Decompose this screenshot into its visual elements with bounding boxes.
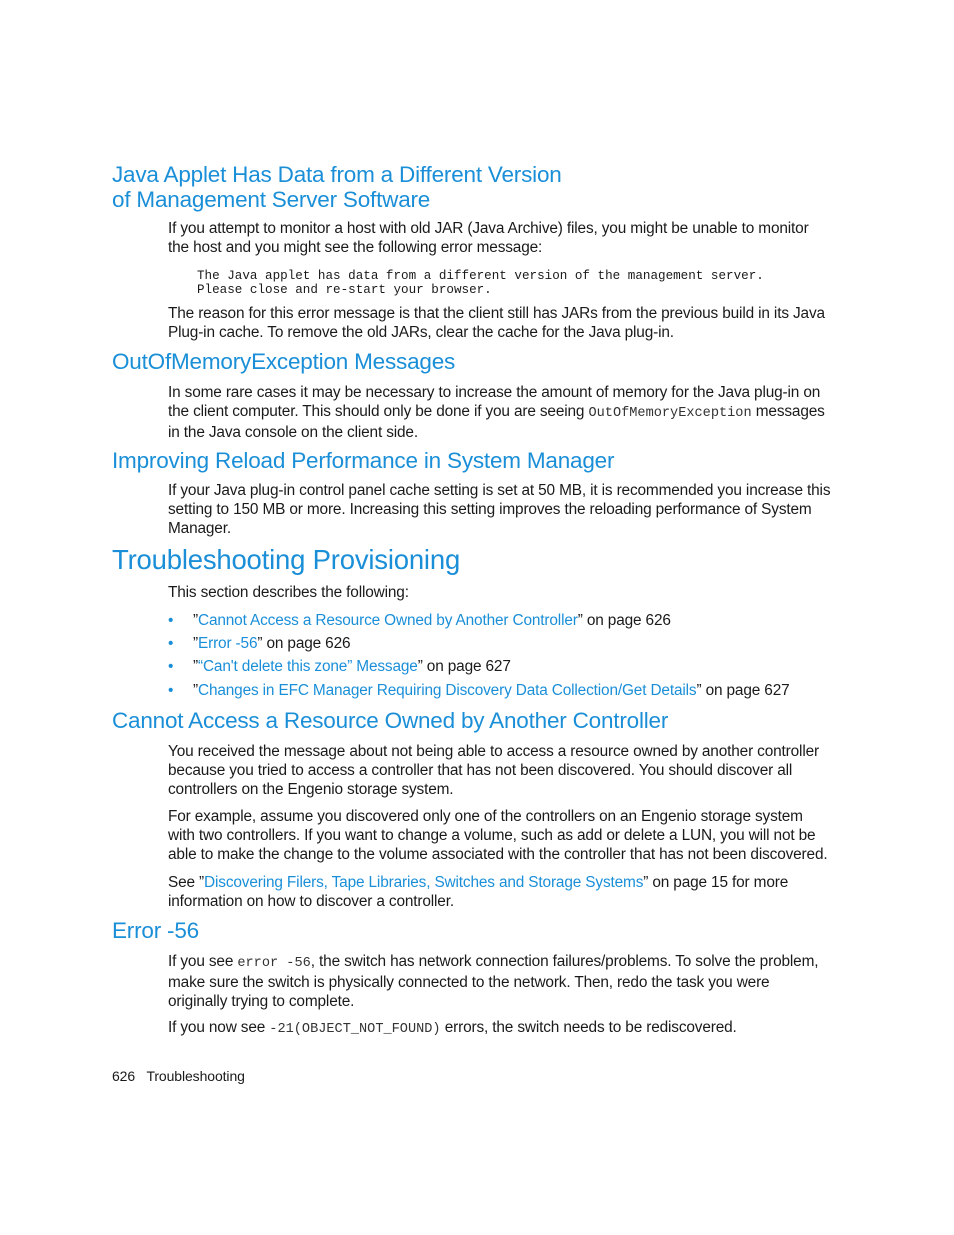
heading-cannot-access: Cannot Access a Resource Owned by Another Controller [112, 708, 669, 733]
outofmemory-paragraph [168, 383, 832, 442]
cannot-access-paragraph-2: For example, assume you discovered only one of the controllers on an Engenio storage system with two controllers. If you want to change a volume, such as add or delete a LUN, you will not be able to make the change to the volume associated with the controller that has not been discovered. [168, 808, 828, 863]
heading-reload-performance: Improving Reload Performance in System Manager [112, 448, 615, 473]
bullet-icon: • [168, 682, 174, 699]
link-changes-efc-manager[interactable]: Changes in EFC Manager Requiring Discovery Data Collection/Get Details [197, 682, 697, 699]
heading-error-56: Error -56 [112, 918, 199, 943]
error-56-text-before: If you see [168, 953, 238, 970]
list-item-prefix: ” [193, 658, 198, 675]
heading-outofmemory: OutOfMemoryException Messages [112, 349, 456, 374]
footer-section-name: Troubleshooting [146, 1068, 245, 1084]
list-item-suffix: ” on page 627 [417, 658, 511, 675]
outofmemory-text-before: In some rare cases it may be necessary to increase the amount of memory for the Java plug-in on the client computer. This should only be done if you are seeing [168, 384, 821, 420]
link-discovering-filers[interactable]: Discovering Filers, Tape Libraries, Switches and Storage Systems [204, 874, 644, 891]
bullet-icon: • [168, 635, 174, 652]
see-text-after: ” on page 15 for more information on how to discover a controller. [168, 874, 789, 910]
outofmemory-text-after: messages in the Java console on the client side. [168, 403, 825, 441]
list-item-prefix: ” [193, 612, 198, 629]
cannot-access-paragraph-3 [168, 873, 832, 911]
error-21-code: -21(OBJECT_NOT_FOUND) [269, 1022, 441, 1037]
see-text-before: See ” [168, 874, 205, 891]
heading-java-applet [112, 162, 562, 212]
error-21-text-before: If you now see [168, 1019, 270, 1036]
cannot-access-paragraph-1: You received the message about not being able to access a resource owned by another controller because you tried to access a controller that has not been discovered. You should discover all controllers on the Engenio storage system. [168, 743, 819, 798]
error-56-paragraph-2 [168, 1018, 832, 1039]
java-applet-paragraph-2: The reason for this error message is that the client still has JARs from the previous build in its Java Plug-in cache. To remove the old JARs, clear the cache for the Java plug-in. [168, 305, 825, 341]
heading-java-applet-line1: Java Applet Has Data from a Different Version [112, 162, 562, 187]
link-cannot-access[interactable]: Cannot Access a Resource Owned by Another Controller [197, 612, 578, 629]
provisioning-intro: This section describes the following: [168, 584, 409, 601]
heading-java-applet-line2: of Management Server Software [112, 187, 431, 212]
code-line-2: Please close and re-start your browser. [197, 283, 492, 297]
link-error-56[interactable]: Error -56 [197, 635, 258, 652]
bullet-icon: • [168, 612, 174, 629]
java-applet-paragraph-1: If you attempt to monitor a host with old JAR (Java Archive) files, you might be unable to monitor the host and you might see the following error message: [168, 220, 809, 256]
heading-troubleshooting-provisioning: Troubleshooting Provisioning [112, 544, 461, 575]
list-item [168, 634, 893, 653]
list-item-suffix: ” on page 626 [577, 612, 671, 629]
list-item-suffix: ” on page 626 [257, 635, 351, 652]
code-line-1: The Java applet has data from a different version of the management server. [197, 269, 764, 283]
error-56-text-after: , the switch has network connection failures/problems. To solve the problem, make sure the switch is physically connected to the network. Then, redo the task you were originally trying to complete. [168, 953, 819, 1010]
outofmemory-code: OutOfMemoryException [588, 406, 752, 421]
list-item-prefix: ” [193, 635, 198, 652]
page-footer [112, 1068, 245, 1084]
error-56-code: error -56 [237, 956, 311, 971]
link-cant-delete-zone[interactable]: “Can't delete this zone” Message [197, 658, 418, 675]
list-item-prefix: ” [193, 682, 198, 699]
page-number: 626 [112, 1068, 136, 1084]
error-56-paragraph-1 [168, 952, 832, 1011]
reload-paragraph: If your Java plug-in control panel cache setting is set at 50 MB, it is recommended you increase this setting to 150 MB or more. Increasing this setting improves the reloading performance of System Manager. [168, 482, 831, 537]
list-item-suffix: ” on page 627 [696, 682, 790, 699]
list-item [168, 611, 893, 630]
list-item [168, 657, 893, 676]
list-item [168, 681, 893, 700]
java-applet-code-block [197, 269, 764, 297]
error-21-text-after: errors, the switch needs to be rediscovered. [440, 1019, 737, 1036]
bullet-icon: • [168, 658, 174, 675]
